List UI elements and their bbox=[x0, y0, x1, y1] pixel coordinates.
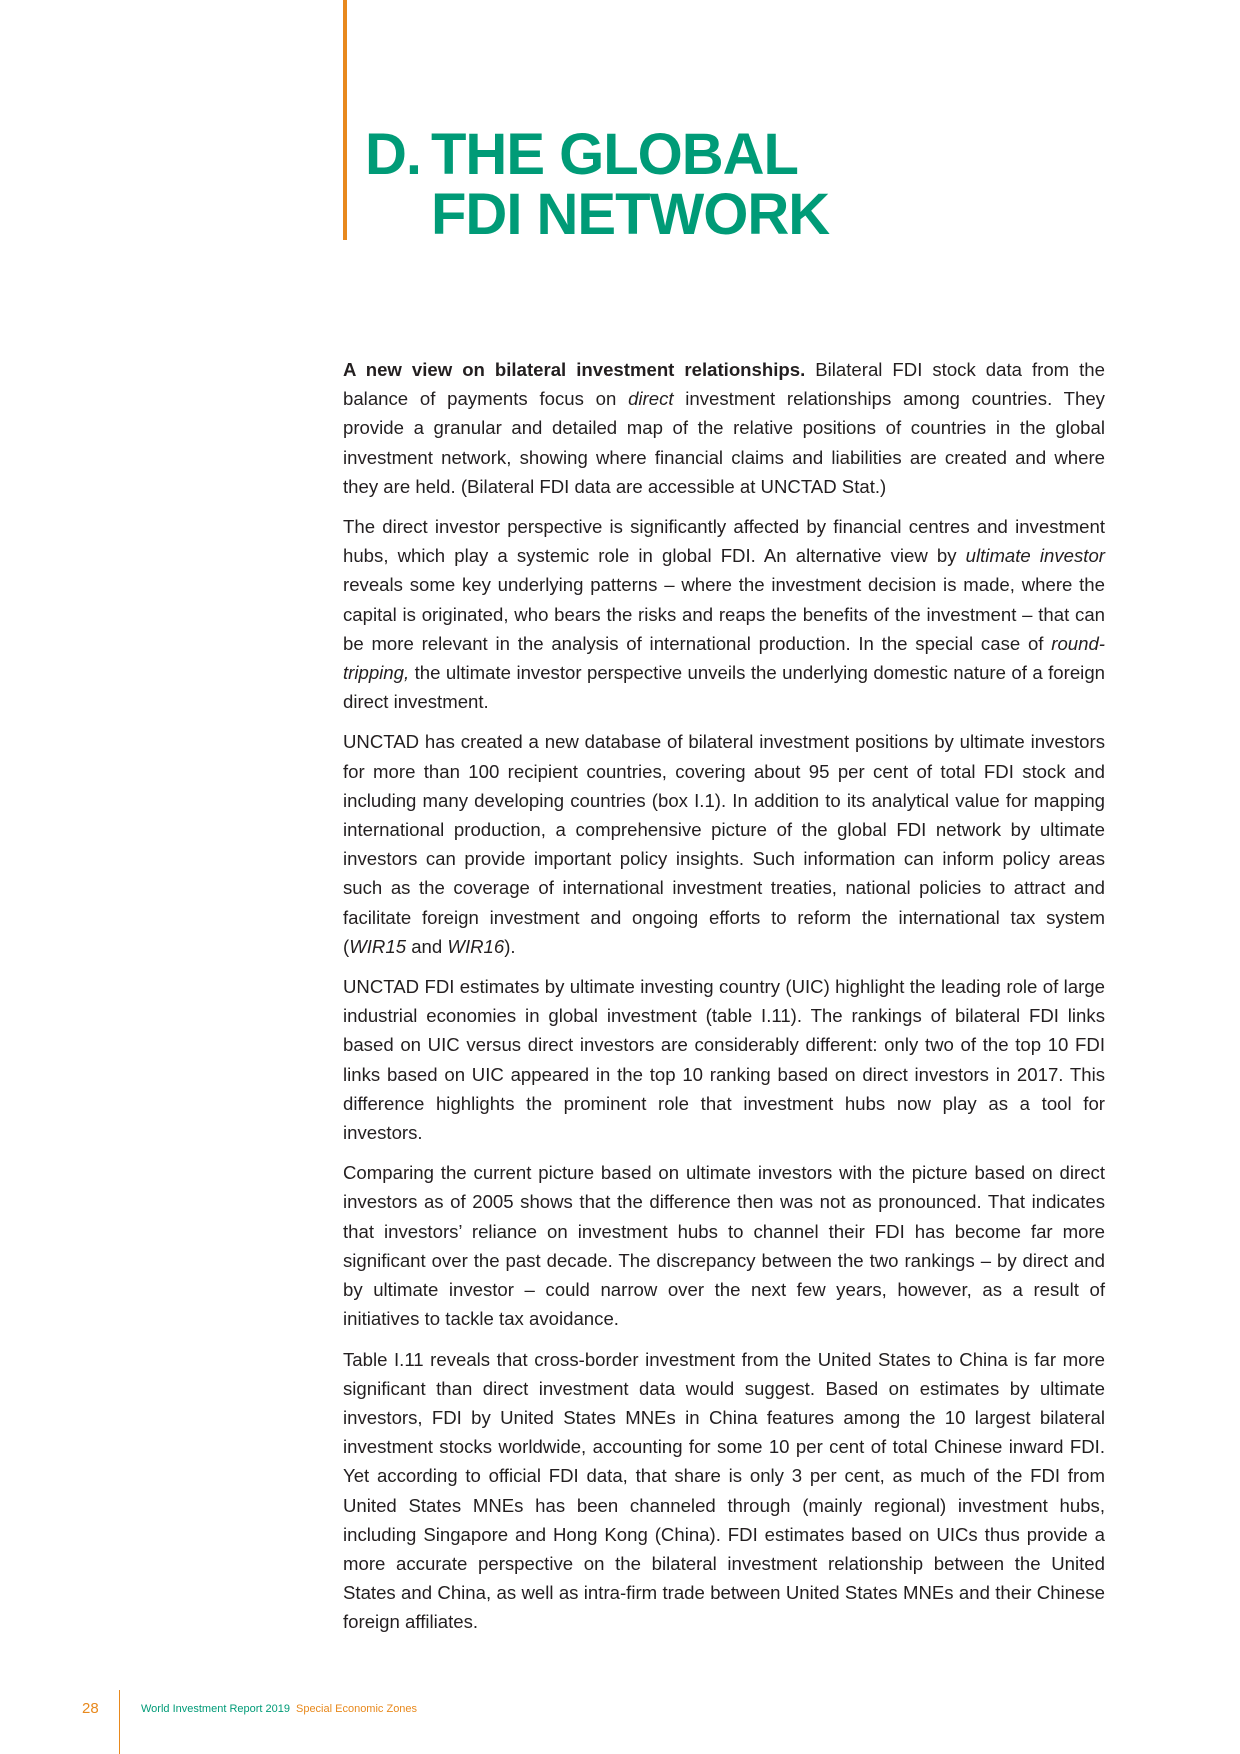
text-run: ). bbox=[504, 935, 516, 957]
text-run: Bilateral FDI stock data from the balance of payments focus on bbox=[343, 359, 1105, 410]
text-run: The direct investor perspective is significantly affected by financial centres and investment hubs, which play a systemic role in global FDI. An alternative view by bbox=[343, 516, 1105, 567]
paragraph-lead: A new view on bilateral investment relationships. bbox=[343, 359, 806, 380]
text-run: the ultimate investor perspective unveils the underlying domestic nature of a foreign direct investment. bbox=[343, 662, 1105, 713]
text-run-italic: ultimate investor bbox=[965, 545, 1105, 567]
section-title-line-2: FDI NETWORK bbox=[431, 182, 830, 247]
paragraph bbox=[343, 727, 1105, 961]
paragraph bbox=[343, 512, 1105, 716]
text-run-italic: direct bbox=[628, 388, 674, 410]
text-run: investment relationships among countries. They provide a granular and detailed map of the relative positions of countries in the global investment network, showing where financial claims and liabilities are created and where they are held. (Bilateral FDI data are accessible at UNCTAD Stat.) bbox=[343, 388, 1105, 497]
text-run: Comparing the current picture based on ultimate investors with the picture based on direct investors as of 2005 shows that the difference then was not as pronounced. That indicates that investors’ reliance on investment hubs to channel their FDI has become far more significant over the past decade. The discrepancy between the two rankings – by direct and by ultimate investor – could narrow over the next few years, however, as a result of initiatives to tackle tax avoidance. bbox=[343, 1162, 1105, 1330]
paragraph bbox=[343, 355, 1105, 501]
text-run-italic: WIR15 bbox=[349, 935, 407, 957]
text-run: and bbox=[406, 935, 448, 957]
report-title: World Investment Report 2019 bbox=[141, 1703, 290, 1715]
section-title-line-1: THE GLOBAL bbox=[431, 122, 798, 187]
text-run-italic: WIR16 bbox=[447, 935, 505, 957]
text-run: Table I.11 reveals that cross-border investment from the United States to China is far more significant than direct investment data would suggest. Based on estimates by ultimate investors, FDI by United States MNEs in China features among the 10 largest bilateral investment stocks worldwide, accounting for some 10 per cent of total Chinese inward FDI. Yet according to official FDI data, that share is only 3 per cent, as much of the FDI from United States MNEs has been channeled through (mainly regional) investment hubs, including Singapore and Hong Kong (China). FDI estimates based on UICs thus provide a more accurate perspective on the bilateral investment relationship between the United States and China, as well as intra-firm trade between United States MNEs and their Chinese foreign affiliates. bbox=[343, 1348, 1105, 1633]
section-number: D. bbox=[365, 122, 421, 187]
running-footer bbox=[141, 1703, 417, 1715]
paragraph bbox=[343, 972, 1105, 1147]
text-run-italic: round-tripping, bbox=[343, 632, 1105, 684]
text-run: UNCTAD FDI estimates by ultimate investing country (UIC) highlight the leading role of large industrial economies in global investment (table I.11). The rankings of bilateral FDI links based on UIC versus direct investors are considerably different: only two of the top 10 FDI links based on UIC appeared in the top 10 ranking based on direct investors in 2017. This difference highlights the prominent role that investment hubs now play as a tool for investors. bbox=[343, 976, 1105, 1144]
paragraph bbox=[343, 1158, 1105, 1333]
section-heading bbox=[365, 122, 830, 247]
text-run: UNCTAD has created a new database of bilateral investment positions by ultimate investors for more than 100 recipient countries, covering about 95 per cent of total FDI stock and including many developing countries (box I.1). In addition to its analytical value for mapping international production, a comprehensive picture of the global FDI network by ultimate investors can provide important policy insights. Such information can inform policy areas such as the coverage of international investment treaties, national policies to attract and facilitate foreign investment and ongoing efforts to reform the international tax system ( bbox=[343, 731, 1105, 957]
report-subtitle: Special Economic Zones bbox=[295, 1703, 418, 1715]
page-number: 28 bbox=[82, 1700, 99, 1717]
heading-accent-bar bbox=[343, 0, 347, 240]
footer-divider bbox=[119, 1690, 120, 1754]
body-text bbox=[343, 355, 1105, 1648]
text-run: reveals some key underlying patterns – where the investment decision is made, where the capital is originated, who bears the risks and reaps the benefits of the investment – that can be more relevant in the analysis of international production. In the special case of bbox=[343, 574, 1105, 654]
paragraph bbox=[343, 1345, 1105, 1637]
